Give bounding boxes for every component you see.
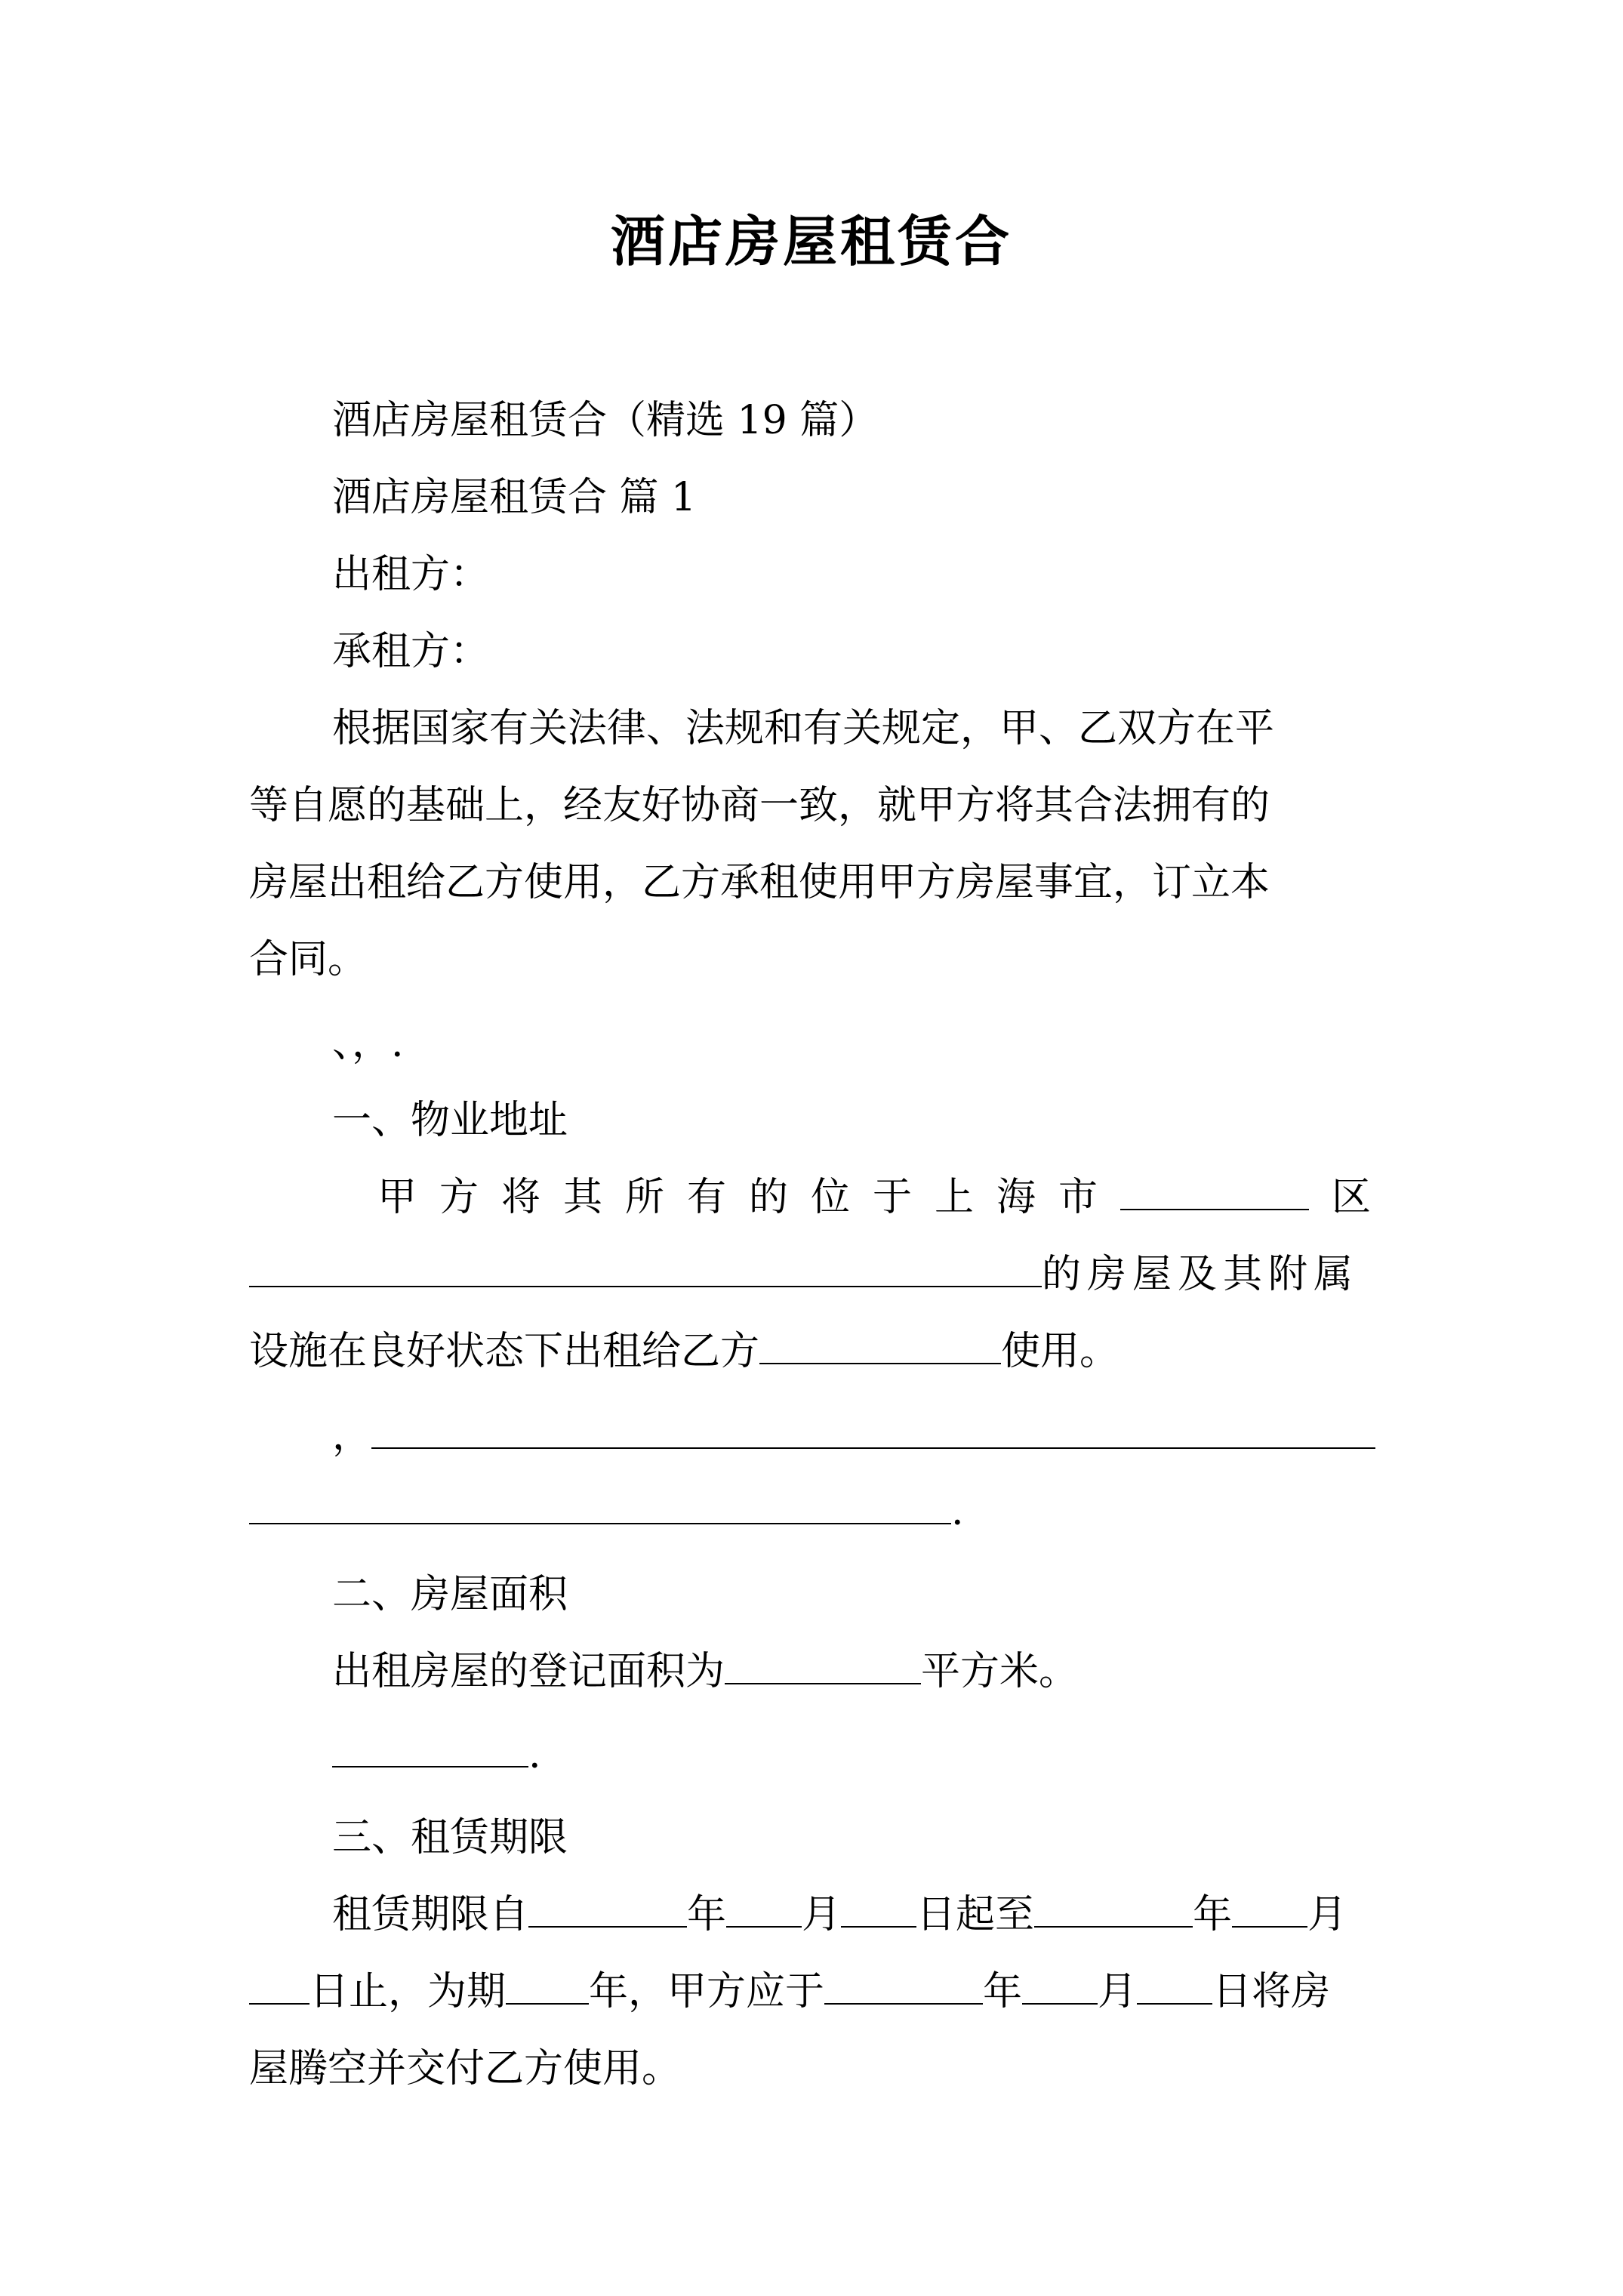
extra-blank-1[interactable] bbox=[371, 1408, 1375, 1449]
area-blank[interactable] bbox=[725, 1644, 921, 1684]
section1-line2 bbox=[249, 1235, 1359, 1314]
section3-l2-b: 年，甲方应于 bbox=[589, 1969, 825, 2014]
intro-line-2: 等自愿的基础上，经友好协商一致，就甲方将其合法拥有的 bbox=[249, 783, 1270, 828]
handover-month-blank[interactable] bbox=[1022, 1964, 1098, 2005]
end-day-blank[interactable] bbox=[249, 1964, 310, 2005]
section3-l1-a: 租赁期限自 bbox=[332, 1892, 529, 1937]
document-title: 酒店房屋租赁合 bbox=[610, 209, 1012, 273]
intro-line-1: 根据国家有关法律、法规和有关规定，甲、乙双方在平 bbox=[332, 706, 1275, 751]
section1-line1-suffix: 区 bbox=[1332, 1175, 1372, 1220]
separator-mark: 、，. bbox=[332, 1021, 404, 1066]
section1-line3 bbox=[249, 1312, 1119, 1391]
section3-heading: 三、租赁期限 bbox=[332, 1815, 568, 1860]
district-blank[interactable] bbox=[1120, 1170, 1309, 1210]
section3-l1-d: 日起至 bbox=[916, 1892, 1035, 1937]
section1-heading: 一、物业地址 bbox=[332, 1098, 568, 1143]
intro-line-3: 房屋出租给乙方使用，乙方承租使用甲方房屋事宜，订立本 bbox=[249, 860, 1270, 905]
lessor-label: 出租方： bbox=[332, 552, 490, 597]
section2-line2-suffix: . bbox=[528, 1732, 541, 1777]
section3-l1-e: 年 bbox=[1193, 1892, 1233, 1937]
section3-line1 bbox=[332, 1875, 1347, 1954]
section1-line2-suffix: 的房屋及其附属 bbox=[1042, 1252, 1360, 1297]
area-note-blank[interactable] bbox=[332, 1727, 528, 1767]
handover-year-blank[interactable] bbox=[824, 1964, 983, 2005]
section3-l1-f: 月 bbox=[1307, 1892, 1347, 1937]
section1-line1 bbox=[377, 1158, 1371, 1237]
section1-line5 bbox=[249, 1472, 964, 1551]
subtitle: 酒店房屋租赁合（精选 19 篇） bbox=[332, 398, 879, 443]
section3-l2-d: 月 bbox=[1098, 1969, 1138, 2014]
handover-day-blank[interactable] bbox=[1137, 1964, 1212, 2005]
extra-blank-2[interactable] bbox=[249, 1484, 951, 1524]
chapter-heading: 酒店房屋租赁合 篇 1 bbox=[332, 475, 697, 520]
section3-l2-c: 年 bbox=[983, 1969, 1023, 2014]
section3-l2-e: 日将房 bbox=[1212, 1969, 1331, 2014]
section2-heading: 二、房屋面积 bbox=[332, 1572, 568, 1617]
start-day-blank[interactable] bbox=[841, 1887, 916, 1928]
section3-l1-c: 月 bbox=[802, 1892, 842, 1937]
section1-line4 bbox=[332, 1397, 1375, 1475]
section3-line3: 屋腾空并交付乙方使用。 bbox=[249, 2046, 682, 2091]
section2-line2 bbox=[332, 1715, 541, 1794]
section1-line5-suffix: . bbox=[951, 1489, 964, 1534]
section2-line1 bbox=[332, 1632, 1078, 1711]
term-years-blank[interactable] bbox=[506, 1964, 589, 2005]
end-year-blank[interactable] bbox=[1034, 1887, 1193, 1928]
section1-line3-prefix: 设施在良好状态下出租给乙方 bbox=[249, 1329, 760, 1374]
section1-line4-prefix: ， bbox=[332, 1413, 372, 1459]
section2-line1-suffix: 平方米。 bbox=[921, 1649, 1079, 1694]
end-month-blank[interactable] bbox=[1232, 1887, 1307, 1928]
start-month-blank[interactable] bbox=[726, 1887, 802, 1928]
section2-line1-prefix: 出租房屋的登记面积为 bbox=[332, 1649, 725, 1694]
section3-line2 bbox=[249, 1952, 1330, 2031]
section3-l2-a: 日止，为期 bbox=[310, 1969, 507, 2014]
purpose-blank[interactable] bbox=[759, 1324, 1001, 1364]
section3-l1-b: 年 bbox=[687, 1892, 727, 1937]
address-blank[interactable] bbox=[249, 1247, 1042, 1287]
intro-line-4: 合同。 bbox=[249, 937, 368, 982]
section1-line1-text: 甲方将其所有的位于上海市 bbox=[377, 1175, 1121, 1220]
section1-line3-suffix: 使用。 bbox=[1001, 1329, 1119, 1374]
lessee-label: 承租方： bbox=[332, 629, 490, 674]
start-year-blank[interactable] bbox=[528, 1887, 687, 1928]
